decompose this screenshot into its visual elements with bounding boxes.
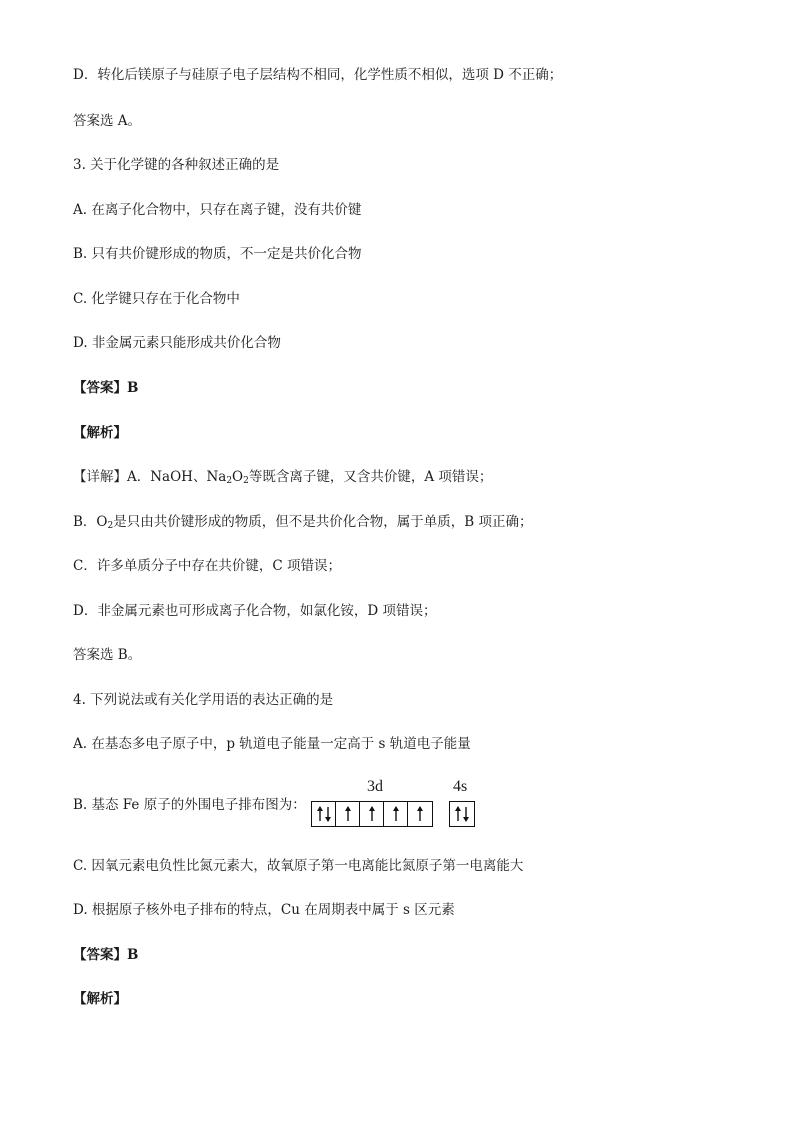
detail-c-line: C．许多单质分子中存在共价键，C 项错误； (73, 558, 341, 574)
detail-b-line (73, 513, 532, 531)
subscript: 2 (107, 521, 114, 531)
detail-mid: O (232, 469, 244, 485)
option-b: B. 只有共价键形成的物质，不一定是共价化合物 (73, 246, 362, 262)
option-b: B. 基态 Fe 原子的外围电子排布图为： (73, 797, 306, 813)
label-4s: 4s (453, 778, 468, 795)
detail-d-line: D．非金属元素也可形成离子化合物，如氯化铵，D 项错误； (73, 603, 437, 619)
answer-line: 答案选 A。 (73, 113, 142, 129)
orbital-box (312, 802, 336, 826)
answer-label: 【答案】B (73, 380, 139, 396)
orbital-box (408, 802, 432, 826)
orbital-4s-group (449, 801, 475, 827)
label-3d: 3d (367, 778, 383, 795)
detail-suffix: 等既含离子键，又含共价键，A 项错误； (248, 469, 493, 485)
orbital-3d-group (311, 801, 433, 827)
detail-b-prefix: B．O (73, 514, 108, 530)
question-4: 4. 下列说法或有关化学用语的表达正确的是 (73, 692, 334, 708)
option-d: D. 根据原子核外电子排布的特点，Cu 在周期表中属于 s 区元素 (73, 902, 455, 918)
answer-label: 【答案】B (73, 947, 139, 963)
paired-arrows-icon (314, 803, 334, 825)
up-arrow-icon (338, 803, 358, 825)
orbital-box (450, 802, 474, 826)
detail-prefix: 【详解】A．NaOH、Na (73, 469, 227, 485)
orbital-box (360, 802, 384, 826)
subscript: 2 (226, 476, 233, 486)
answer-line: D．转化后镁原子与硅原子电子层结构不相同，化学性质不相似，选项 D 不正确； (73, 67, 563, 83)
orbital-box (336, 802, 360, 826)
option-a: A. 在离子化合物中，只存在离子键，没有共价键 (73, 202, 362, 218)
analysis-label: 【解析】 (73, 425, 127, 441)
up-arrow-icon (410, 803, 430, 825)
up-arrow-icon (386, 803, 406, 825)
detail-b-suffix: 是只由共价键形成的物质，但不是共价化合物，属于单质，B 项正确； (113, 514, 533, 530)
option-d: D. 非金属元素只能形成共价化合物 (73, 335, 281, 351)
option-c: C. 因氧元素电负性比氮元素大，故氧原子第一电离能比氮原子第一电离能大 (73, 858, 524, 874)
detail-line (73, 468, 492, 486)
option-a: A. 在基态多电子原子中，p 轨道电子能量一定高于 s 轨道电子能量 (73, 736, 471, 752)
answer-line: 答案选 B。 (73, 647, 142, 663)
subscript: 2 (243, 476, 249, 486)
option-c: C. 化学键只存在于化合物中 (73, 291, 240, 307)
question-3: 3. 关于化学键的各种叙述正确的是 (73, 157, 280, 173)
paired-arrows-icon (452, 803, 472, 825)
orbital-box (384, 802, 408, 826)
up-arrow-icon (362, 803, 382, 825)
analysis-label: 【解析】 (73, 991, 127, 1007)
orbital-diagram (311, 778, 481, 830)
